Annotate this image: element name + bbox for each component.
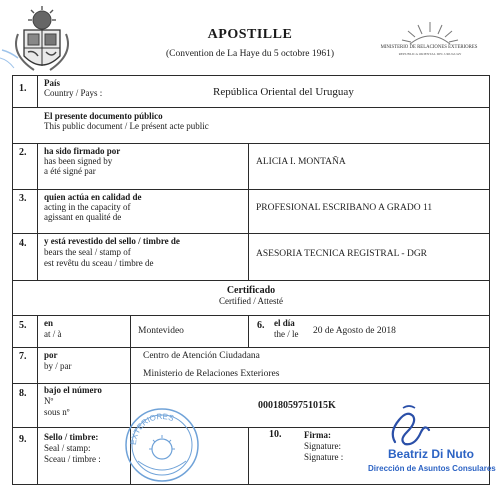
signature-label-es: Firma: (304, 430, 331, 440)
signed-by-label-fr: a été signé par (44, 166, 96, 176)
date-label-es: el día (274, 318, 295, 328)
by-label-es: por (44, 350, 58, 360)
seal-stamp-label-es: y está revestido del sello / timbre de (44, 236, 180, 246)
field-number-9: 9. (19, 434, 27, 445)
signed-by-label-en: has been signed by (44, 156, 113, 166)
capacity-value: PROFESIONAL ESCRIBANO A GRADO 11 (256, 203, 433, 213)
by-value-line1: Centro de Atención Ciudadana (143, 351, 260, 361)
field-number-1: 1. (19, 83, 27, 94)
field-number-10: 10. (269, 429, 282, 440)
public-document-label: This public document / Le présent acte public (44, 121, 209, 131)
ministry-subtitle: REPUBLICA ORIENTAL DEL URUGUAY (398, 52, 462, 56)
capacity-label-en: acting in the capacity of (44, 202, 131, 212)
place-label: at / à (44, 329, 62, 339)
public-document-label-es: El presente documento público (44, 111, 163, 121)
document-subtitle: (Convention de La Haye du 5 octobre 1961) (165, 49, 335, 59)
certified-label-es: Certificado (226, 285, 276, 296)
seal-stamp-value: ASESORIA TECNICA REGISTRAL - DGR (256, 249, 428, 259)
field-number-7: 7. (19, 351, 27, 362)
signer-name: Beatriz Di Nuto (388, 447, 475, 461)
field-number-6: 6. (257, 320, 265, 331)
date-label: the / le (274, 329, 299, 339)
signer-office: Dirección de Asuntos Consulares (368, 464, 496, 473)
place-value: Montevideo (138, 326, 184, 336)
certificate-number-value: 00018059751015K (258, 400, 336, 411)
signature-label-fr: Signature : (304, 452, 344, 462)
signed-by-label-es: ha sido firmado por (44, 146, 121, 156)
svg-text:EXTERIORES: EXTERIORES (128, 411, 175, 446)
capacity-label-es: quien actúa en calidad de (44, 192, 142, 202)
signature-label-en: Signature: (304, 441, 341, 451)
seal-stamp-label-fr: est revêtu du sceau / timbre de (44, 258, 154, 268)
document-title: APOSTILLE (207, 27, 293, 42)
date-value: 20 de Agosto de 2018 (313, 326, 396, 336)
certified-label: Certified / Attesté (219, 296, 283, 306)
capacity-label-fr: agissant en qualité de (44, 212, 122, 222)
field-number-4: 4. (19, 238, 27, 249)
by-value-line2: Ministerio de Relaciones Exteriores (143, 369, 280, 379)
number-label-es: bajo el número (44, 385, 102, 395)
number-label-en: Nº (44, 396, 54, 406)
field-number-2: 2. (19, 147, 27, 158)
country-value: República Oriental del Uruguay (213, 86, 354, 98)
seal-stamp-label-en: bears the seal / stamp of (44, 247, 131, 257)
field-number-8: 8. (19, 388, 27, 399)
seal-label-fr: Sceau / timbre : (44, 454, 101, 464)
seal-label-en: Seal / stamp: (44, 443, 91, 453)
country-label: Country / Pays : (44, 88, 103, 98)
field-number-5: 5. (19, 320, 27, 331)
field-number-3: 3. (19, 193, 27, 204)
country-label-es: País (44, 78, 61, 88)
by-label: by / par (44, 361, 72, 371)
signed-by-value: ALICIA I. MONTAÑA (256, 157, 346, 167)
handwritten-signature-icon (385, 402, 435, 450)
ministry-name: MINISTERIO DE RELACIONES EXTERIORES (380, 45, 478, 50)
number-label-fr: sous nº (44, 407, 70, 417)
seal-label-es: Sello / timbre: (44, 432, 99, 442)
place-label-es: en (44, 318, 53, 328)
official-seal-stamp-icon (122, 405, 202, 485)
